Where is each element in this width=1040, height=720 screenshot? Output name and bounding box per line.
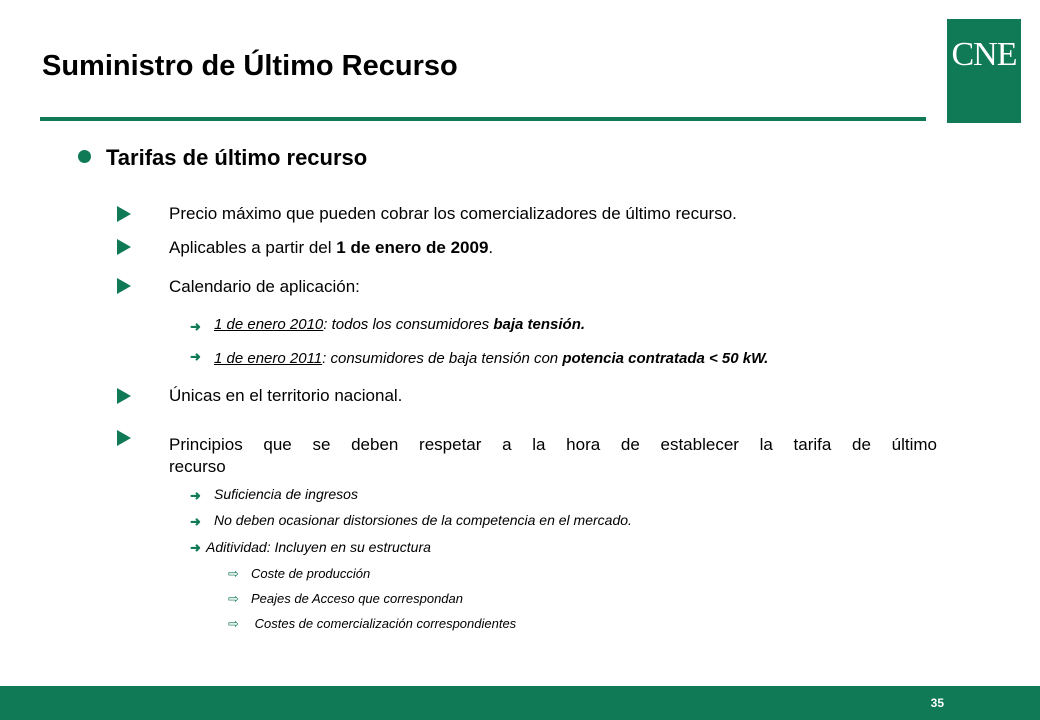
hollow-arrow-icon: ⇨ <box>228 566 239 581</box>
bullet-applicable <box>169 238 493 258</box>
arrow-right-icon: ➜ <box>190 319 201 334</box>
arrow-right-icon: ➜ <box>190 540 201 555</box>
section-heading-label: Tarifas de último recurso <box>106 145 368 170</box>
page-number: 35 <box>930 696 944 710</box>
bullet-principles-line2: recurso <box>169 457 226 476</box>
calendar-item-2011 <box>214 350 768 367</box>
calendar-item-2010 <box>214 316 585 333</box>
round-bullet-icon <box>78 150 91 163</box>
additivity-item: Coste de producción <box>251 566 371 581</box>
calendar-date-2011: 1 de enero 2011 <box>214 350 323 367</box>
hollow-arrow-icon: ⇨ <box>228 591 239 606</box>
logo-text: CNE <box>951 36 1017 73</box>
triangle-bullet-icon <box>117 239 131 255</box>
principle-competition: No deben ocasionar distorsiones de la competencia en el mercado. <box>214 512 632 528</box>
bullet-applicable-end: . <box>488 238 494 257</box>
bullet-applicable-date: 1 de enero de 2009 <box>336 238 489 257</box>
cne-logo <box>947 19 1021 123</box>
calendar-text-2010: : todos los consumidores <box>323 316 494 333</box>
arrow-right-icon: ➜ <box>190 514 201 529</box>
triangle-bullet-icon <box>117 206 131 222</box>
calendar-bold-2010: baja tensión. <box>493 316 586 333</box>
arrow-right-icon: ➜ <box>190 349 201 364</box>
bullet-price: Precio máximo que pueden cobrar los comercializadores de último recurso. <box>169 204 737 223</box>
hollow-arrow-icon: ⇨ <box>228 616 239 631</box>
bullet-unique: Únicas en el territorio nacional. <box>169 386 403 405</box>
calendar-text-2011: : consumidores de baja tensión con <box>322 350 563 367</box>
bullet-principles-line1: Principios que se deben respetar a la hora de establecer la tarifa de último <box>169 435 937 454</box>
principle-sufficiency: Suficiencia de ingresos <box>214 486 358 502</box>
bullet-applicable-text: Aplicables a partir del <box>169 238 337 257</box>
bullet-principles <box>169 434 937 478</box>
additivity-item: Costes de comercialización correspondientes <box>251 616 517 631</box>
triangle-bullet-icon <box>117 430 131 446</box>
calendar-bold-2011: potencia contratada < 50 kW. <box>562 350 769 367</box>
additivity-item: Peajes de Acceso que correspondan <box>251 591 463 606</box>
calendar-date-2010: 1 de enero 2010 <box>214 316 324 333</box>
arrow-right-icon: ➜ <box>190 488 201 503</box>
page-title: Suministro de Último Recurso <box>42 50 458 82</box>
principle-additivity: Aditividad: Incluyen en su estructura <box>206 539 431 555</box>
footer-bar <box>0 686 1040 720</box>
bullet-calendar: Calendario de aplicación: <box>169 277 360 296</box>
triangle-bullet-icon <box>117 388 131 404</box>
title-underline <box>40 117 926 121</box>
triangle-bullet-icon <box>117 278 131 294</box>
